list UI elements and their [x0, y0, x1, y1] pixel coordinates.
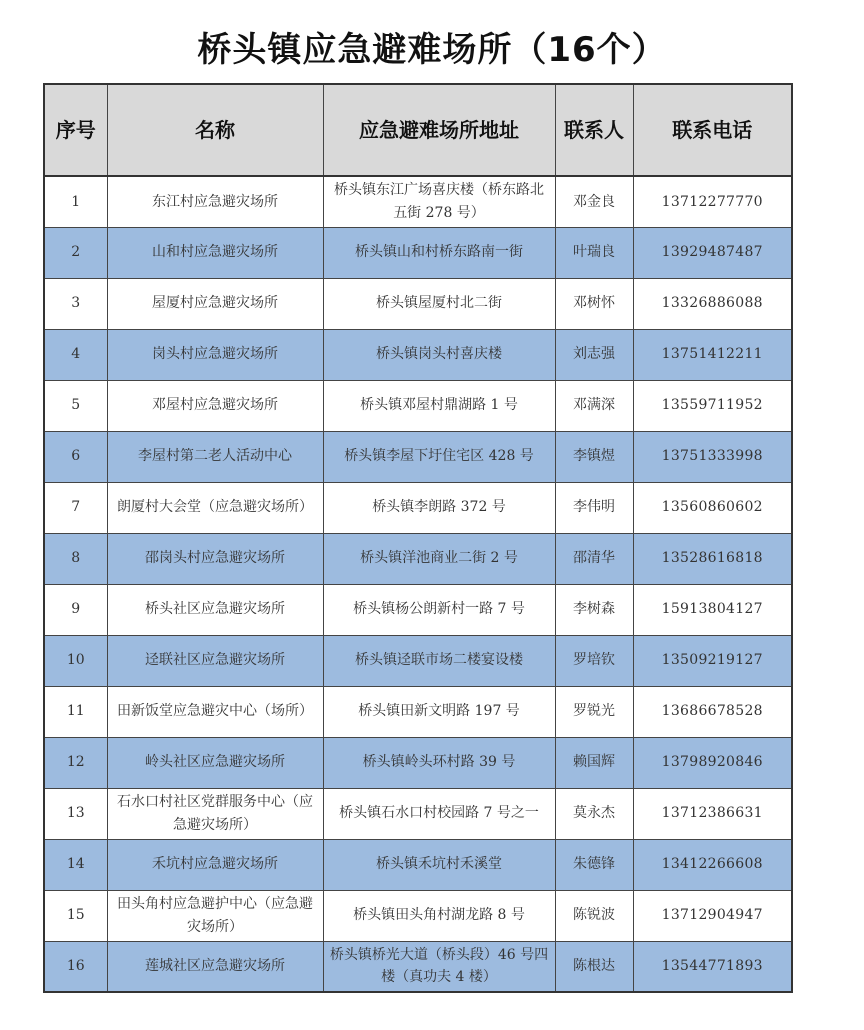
table-row: [44, 431, 792, 482]
cell-phone: 13528616818: [633, 533, 792, 584]
cell-phone: 13798920846: [633, 737, 792, 788]
table-row: [44, 482, 792, 533]
cell-seq: 11: [44, 686, 107, 737]
cell-name: 田头角村应急避护中心（应急避灾场所）: [107, 890, 323, 941]
cell-phone: 13751333998: [633, 431, 792, 482]
cell-address: 桥头镇山和村桥东路南一街: [323, 227, 555, 278]
cell-contact: 邵清华: [555, 533, 633, 584]
cell-contact: 邓树怀: [555, 278, 633, 329]
header-name: 名称: [107, 84, 323, 176]
cell-seq: 6: [44, 431, 107, 482]
cell-seq: 4: [44, 329, 107, 380]
shelter-table: [43, 83, 793, 993]
cell-contact: 莫永杰: [555, 788, 633, 839]
cell-address: 桥头镇屋厦村北二街: [323, 278, 555, 329]
cell-seq: 9: [44, 584, 107, 635]
table-row: [44, 788, 792, 839]
cell-name: 石水口村社区党群服务中心（应急避灾场所）: [107, 788, 323, 839]
cell-name: 朗厦村大会堂（应急避灾场所）: [107, 482, 323, 533]
cell-name: 山和村应急避灾场所: [107, 227, 323, 278]
cell-contact: 罗锐光: [555, 686, 633, 737]
cell-name: 李屋村第二老人活动中心: [107, 431, 323, 482]
table-row: [44, 329, 792, 380]
cell-address: 桥头镇田新文明路 197 号: [323, 686, 555, 737]
cell-phone: 13326886088: [633, 278, 792, 329]
cell-name: 邓屋村应急避灾场所: [107, 380, 323, 431]
cell-name: 岭头社区应急避灾场所: [107, 737, 323, 788]
cell-contact: 邓金良: [555, 176, 633, 227]
cell-address: 桥头镇迳联市场二楼宴设楼: [323, 635, 555, 686]
table-row: [44, 533, 792, 584]
cell-seq: 14: [44, 839, 107, 890]
table-row: [44, 278, 792, 329]
header-address: 应急避难场所地址: [323, 84, 555, 176]
cell-address: 桥头镇洋池商业二街 2 号: [323, 533, 555, 584]
cell-contact: 邓满深: [555, 380, 633, 431]
cell-phone: 13560860602: [633, 482, 792, 533]
cell-seq: 1: [44, 176, 107, 227]
cell-contact: 陈根达: [555, 941, 633, 992]
cell-address: 桥头镇石水口村校园路 7 号之一: [323, 788, 555, 839]
cell-contact: 李镇煜: [555, 431, 633, 482]
cell-address: 桥头镇岗头村喜庆楼: [323, 329, 555, 380]
cell-name: 迳联社区应急避灾场所: [107, 635, 323, 686]
cell-address: 桥头镇田头角村湖龙路 8 号: [323, 890, 555, 941]
cell-phone: 13544771893: [633, 941, 792, 992]
table-row: [44, 227, 792, 278]
cell-address: 桥头镇桥光大道（桥头段）46 号四楼（真功夫 4 楼）: [323, 941, 555, 992]
cell-address: 桥头镇邓屋村鼎湖路 1 号: [323, 380, 555, 431]
cell-seq: 13: [44, 788, 107, 839]
table-header-row: [44, 84, 792, 176]
cell-phone: 13559711952: [633, 380, 792, 431]
table-row: [44, 890, 792, 941]
cell-contact: 李树森: [555, 584, 633, 635]
cell-phone: 13509219127: [633, 635, 792, 686]
cell-name: 桥头社区应急避灾场所: [107, 584, 323, 635]
table-row: [44, 176, 792, 227]
cell-seq: 8: [44, 533, 107, 584]
cell-seq: 12: [44, 737, 107, 788]
header-seq: 序号: [44, 84, 107, 176]
table-row: [44, 737, 792, 788]
cell-seq: 3: [44, 278, 107, 329]
cell-seq: 7: [44, 482, 107, 533]
cell-address: 桥头镇岭头环村路 39 号: [323, 737, 555, 788]
cell-contact: 朱德锋: [555, 839, 633, 890]
cell-address: 桥头镇禾坑村禾溪堂: [323, 839, 555, 890]
cell-phone: 13712277770: [633, 176, 792, 227]
table-row: [44, 686, 792, 737]
cell-address: 桥头镇杨公朗新村一路 7 号: [323, 584, 555, 635]
cell-phone: 13412266608: [633, 839, 792, 890]
cell-address: 桥头镇李屋下圩住宅区 428 号: [323, 431, 555, 482]
header-phone: 联系电话: [633, 84, 792, 176]
cell-contact: 李伟明: [555, 482, 633, 533]
table-row: [44, 839, 792, 890]
cell-phone: 13929487487: [633, 227, 792, 278]
cell-seq: 5: [44, 380, 107, 431]
table-row: [44, 584, 792, 635]
cell-name: 岗头村应急避灾场所: [107, 329, 323, 380]
cell-contact: 罗培钦: [555, 635, 633, 686]
cell-contact: 叶瑞良: [555, 227, 633, 278]
cell-phone: 15913804127: [633, 584, 792, 635]
cell-name: 邵岗头村应急避灾场所: [107, 533, 323, 584]
cell-contact: 赖国辉: [555, 737, 633, 788]
cell-phone: 13751412211: [633, 329, 792, 380]
cell-phone: 13712386631: [633, 788, 792, 839]
cell-seq: 10: [44, 635, 107, 686]
cell-seq: 15: [44, 890, 107, 941]
cell-phone: 13686678528: [633, 686, 792, 737]
table-row: [44, 635, 792, 686]
table-body: [44, 176, 792, 992]
page-title: 桥头镇应急避难场所（16个）: [197, 30, 667, 70]
cell-contact: 陈锐波: [555, 890, 633, 941]
cell-name: 屋厦村应急避灾场所: [107, 278, 323, 329]
cell-seq: 2: [44, 227, 107, 278]
cell-address: 桥头镇李朗路 372 号: [323, 482, 555, 533]
cell-contact: 刘志强: [555, 329, 633, 380]
cell-name: 禾坑村应急避灾场所: [107, 839, 323, 890]
table-row: [44, 380, 792, 431]
cell-phone: 13712904947: [633, 890, 792, 941]
table-row: [44, 941, 792, 992]
cell-address: 桥头镇东江广场喜庆楼（桥东路北五街 278 号）: [323, 176, 555, 227]
cell-name: 田新饭堂应急避灾中心（场所）: [107, 686, 323, 737]
cell-seq: 16: [44, 941, 107, 992]
cell-name: 东江村应急避灾场所: [107, 176, 323, 227]
cell-name: 莲城社区应急避灾场所: [107, 941, 323, 992]
header-contact: 联系人: [555, 84, 633, 176]
